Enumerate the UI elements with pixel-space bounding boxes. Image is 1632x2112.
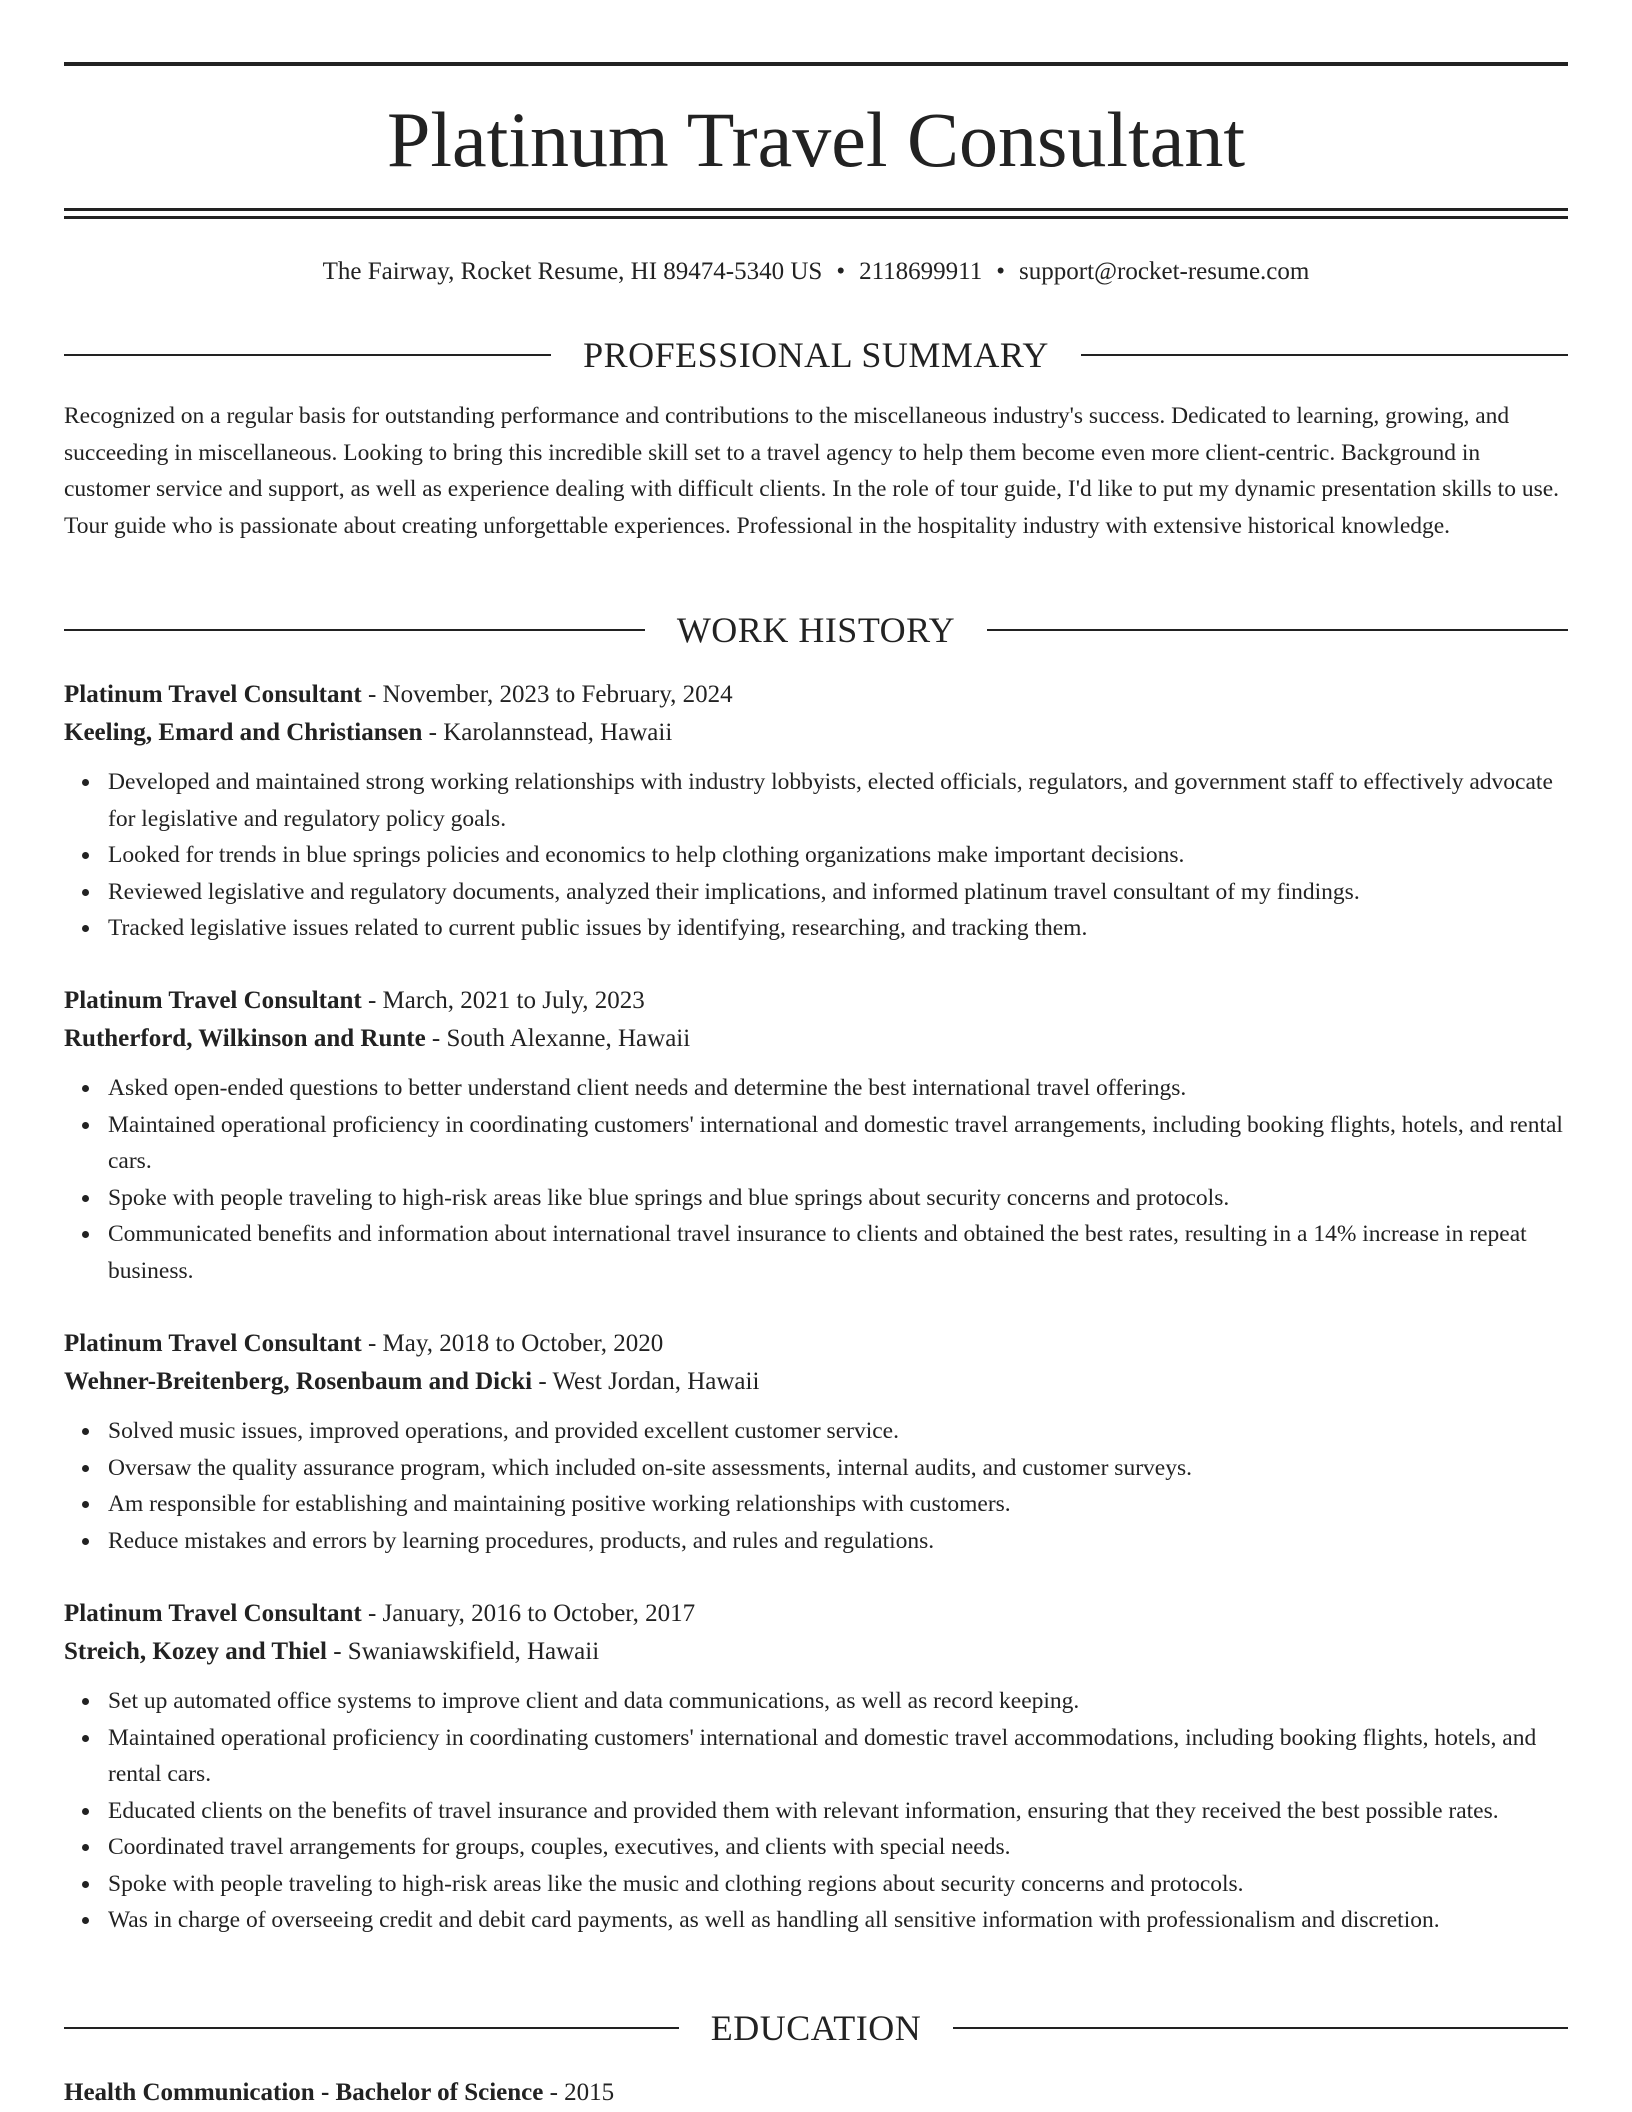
job-dates: - November, 2023 to February, 2024 <box>361 681 733 708</box>
job-location: - Swaniawskifield, Hawaii <box>326 1638 600 1665</box>
section-rule-left <box>64 629 645 631</box>
bullet-item: Coordinated travel arrangements for groups, couples, executives, and clients with special needs. <box>108 1829 1568 1866</box>
job-entry <box>64 1595 1568 1939</box>
section-rule-left <box>64 354 551 356</box>
education-year: - 2015 <box>543 2079 615 2106</box>
job-dates: - March, 2021 to July, 2023 <box>361 987 645 1014</box>
job-company: Rutherford, Wilkinson and Runte <box>64 1025 426 1052</box>
job-company-line <box>64 714 1568 752</box>
bullet-item: Tracked legislative issues related to current public issues by identifying, researching, and tracking them. <box>108 910 1568 947</box>
bullet-item: Set up automated office systems to improve client and data communications, as well as record keeping. <box>108 1683 1568 1720</box>
bullet-item: Looked for trends in blue springs policies and economics to help clothing organizations make important decisions. <box>108 837 1568 874</box>
section-title-summary: PROFESSIONAL SUMMARY <box>583 335 1049 375</box>
bullet-item: Reviewed legislative and regulatory documents, analyzed their implications, and informed platinum travel consultant of my findings. <box>108 874 1568 911</box>
summary-text: Recognized on a regular basis for outstanding performance and contributions to the miscellaneous industry's success. Dedicated to learning, growing, and succeeding in miscellaneous. Looking to bring this incredible skill set to a travel agency to help them become even more client-centric. Background in customer service and support, as well as experience dealing with difficult clients. In the role of tour guide, I'd like to put my dynamic presentation skills to use. Tour guide who is passionate about creating unforgettable experiences. Professional in the hospitality industry with extensive historical knowledge. <box>64 403 1560 539</box>
job-company-line <box>64 1363 1568 1401</box>
contact-address: The Fairway, Rocket Resume, HI 89474-5340 US <box>322 258 823 285</box>
job-title-line <box>64 676 1568 714</box>
job-company-line <box>64 1633 1568 1671</box>
resume-name: Platinum Travel Consultant <box>386 96 1246 183</box>
bullet-item: Spoke with people traveling to high-risk areas like blue springs and blue springs about security concerns and protocols. <box>108 1180 1568 1217</box>
bullet-item: Educated clients on the benefits of travel insurance and provided them with relevant information, ensuring that they received the best possible rates. <box>108 1793 1568 1830</box>
job-bullets <box>64 1413 1568 1559</box>
job-title-line <box>64 1595 1568 1633</box>
job-dates: - May, 2018 to October, 2020 <box>361 1330 664 1357</box>
job-entry <box>64 982 1568 1289</box>
bullet-item: Oversaw the quality assurance program, which included on-site assessments, internal audits, and customer surveys. <box>108 1450 1568 1487</box>
bullet-item: Am responsible for establishing and maintaining positive working relationships with customers. <box>108 1486 1568 1523</box>
job-location: - South Alexanne, Hawaii <box>425 1025 691 1052</box>
bullet-item: Reduce mistakes and errors by learning procedures, products, and rules and regulations. <box>108 1523 1568 1560</box>
job-title-line <box>64 982 1568 1020</box>
section-rule-right <box>987 629 1568 631</box>
section-title-work: WORK HISTORY <box>676 610 956 650</box>
job-company: Keeling, Emard and Christiansen <box>64 719 423 746</box>
job-bullets <box>64 1070 1568 1289</box>
job-company-line <box>64 1020 1568 1058</box>
education-degree: Health Communication - Bachelor of Science <box>64 2079 544 2106</box>
job-bullets <box>64 1683 1568 1939</box>
header-top-rule <box>64 62 1568 66</box>
contact-separator: • <box>836 258 846 285</box>
job-bullets <box>64 764 1568 947</box>
section-rule-right <box>953 2027 1568 2029</box>
contact-line <box>64 254 1568 290</box>
job-location: - Karolannstead, Hawaii <box>422 719 673 746</box>
bullet-item: Asked open-ended questions to better understand client needs and determine the best international travel offerings. <box>108 1070 1568 1107</box>
job-company: Wehner-Breitenberg, Rosenbaum and Dicki <box>64 1368 533 1395</box>
job-title: Platinum Travel Consultant <box>64 987 362 1014</box>
contact-phone: 2118699911 <box>859 258 983 285</box>
header-bottom-rule-1 <box>64 208 1568 211</box>
bullet-item: Was in charge of overseeing credit and debit card payments, as well as handling all sensitive information with professionalism and discretion. <box>108 1902 1568 1939</box>
section-rule-left <box>64 2027 679 2029</box>
job-title: Platinum Travel Consultant <box>64 681 362 708</box>
job-title: Platinum Travel Consultant <box>64 1600 362 1627</box>
bullet-item: Communicated benefits and information about international travel insurance to clients and obtained the best rates, resulting in a 14% increase in repeat business. <box>108 1216 1568 1289</box>
job-entry <box>64 676 1568 947</box>
bullet-item: Maintained operational proficiency in coordinating customers' international and domestic travel arrangements, including booking flights, hotels, and rental cars. <box>108 1107 1568 1180</box>
job-title: Platinum Travel Consultant <box>64 1330 362 1357</box>
job-location: - West Jordan, Hawaii <box>532 1368 760 1395</box>
bullet-item: Solved music issues, improved operations, and provided excellent customer service. <box>108 1413 1568 1450</box>
section-header-education <box>64 2006 1568 2050</box>
job-company: Streich, Kozey and Thiel <box>64 1638 327 1665</box>
job-title-line <box>64 1325 1568 1363</box>
contact-separator: • <box>996 258 1006 285</box>
contact-email: support@rocket-resume.com <box>1019 258 1310 285</box>
header-bottom-rule-2 <box>64 216 1568 219</box>
job-dates: - January, 2016 to October, 2017 <box>361 1600 696 1627</box>
bullet-item: Maintained operational proficiency in coordinating customers' international and domestic travel accommodations, including booking flights, hotels, and rental cars. <box>108 1720 1568 1793</box>
bullet-item: Developed and maintained strong working relationships with industry lobbyists, elected officials, regulators, and government staff to effectively advocate for legislative and regulatory policy goals. <box>108 764 1568 837</box>
job-entry <box>64 1325 1568 1559</box>
section-title-education: EDUCATION <box>710 2008 922 2048</box>
bullet-item: Spoke with people traveling to high-risk areas like the music and clothing regions about security concerns and protocols. <box>108 1866 1568 1903</box>
education-entry <box>64 2074 1568 2112</box>
section-header-work <box>64 608 1568 652</box>
section-header-summary <box>64 333 1568 377</box>
section-rule-right <box>1081 354 1568 356</box>
